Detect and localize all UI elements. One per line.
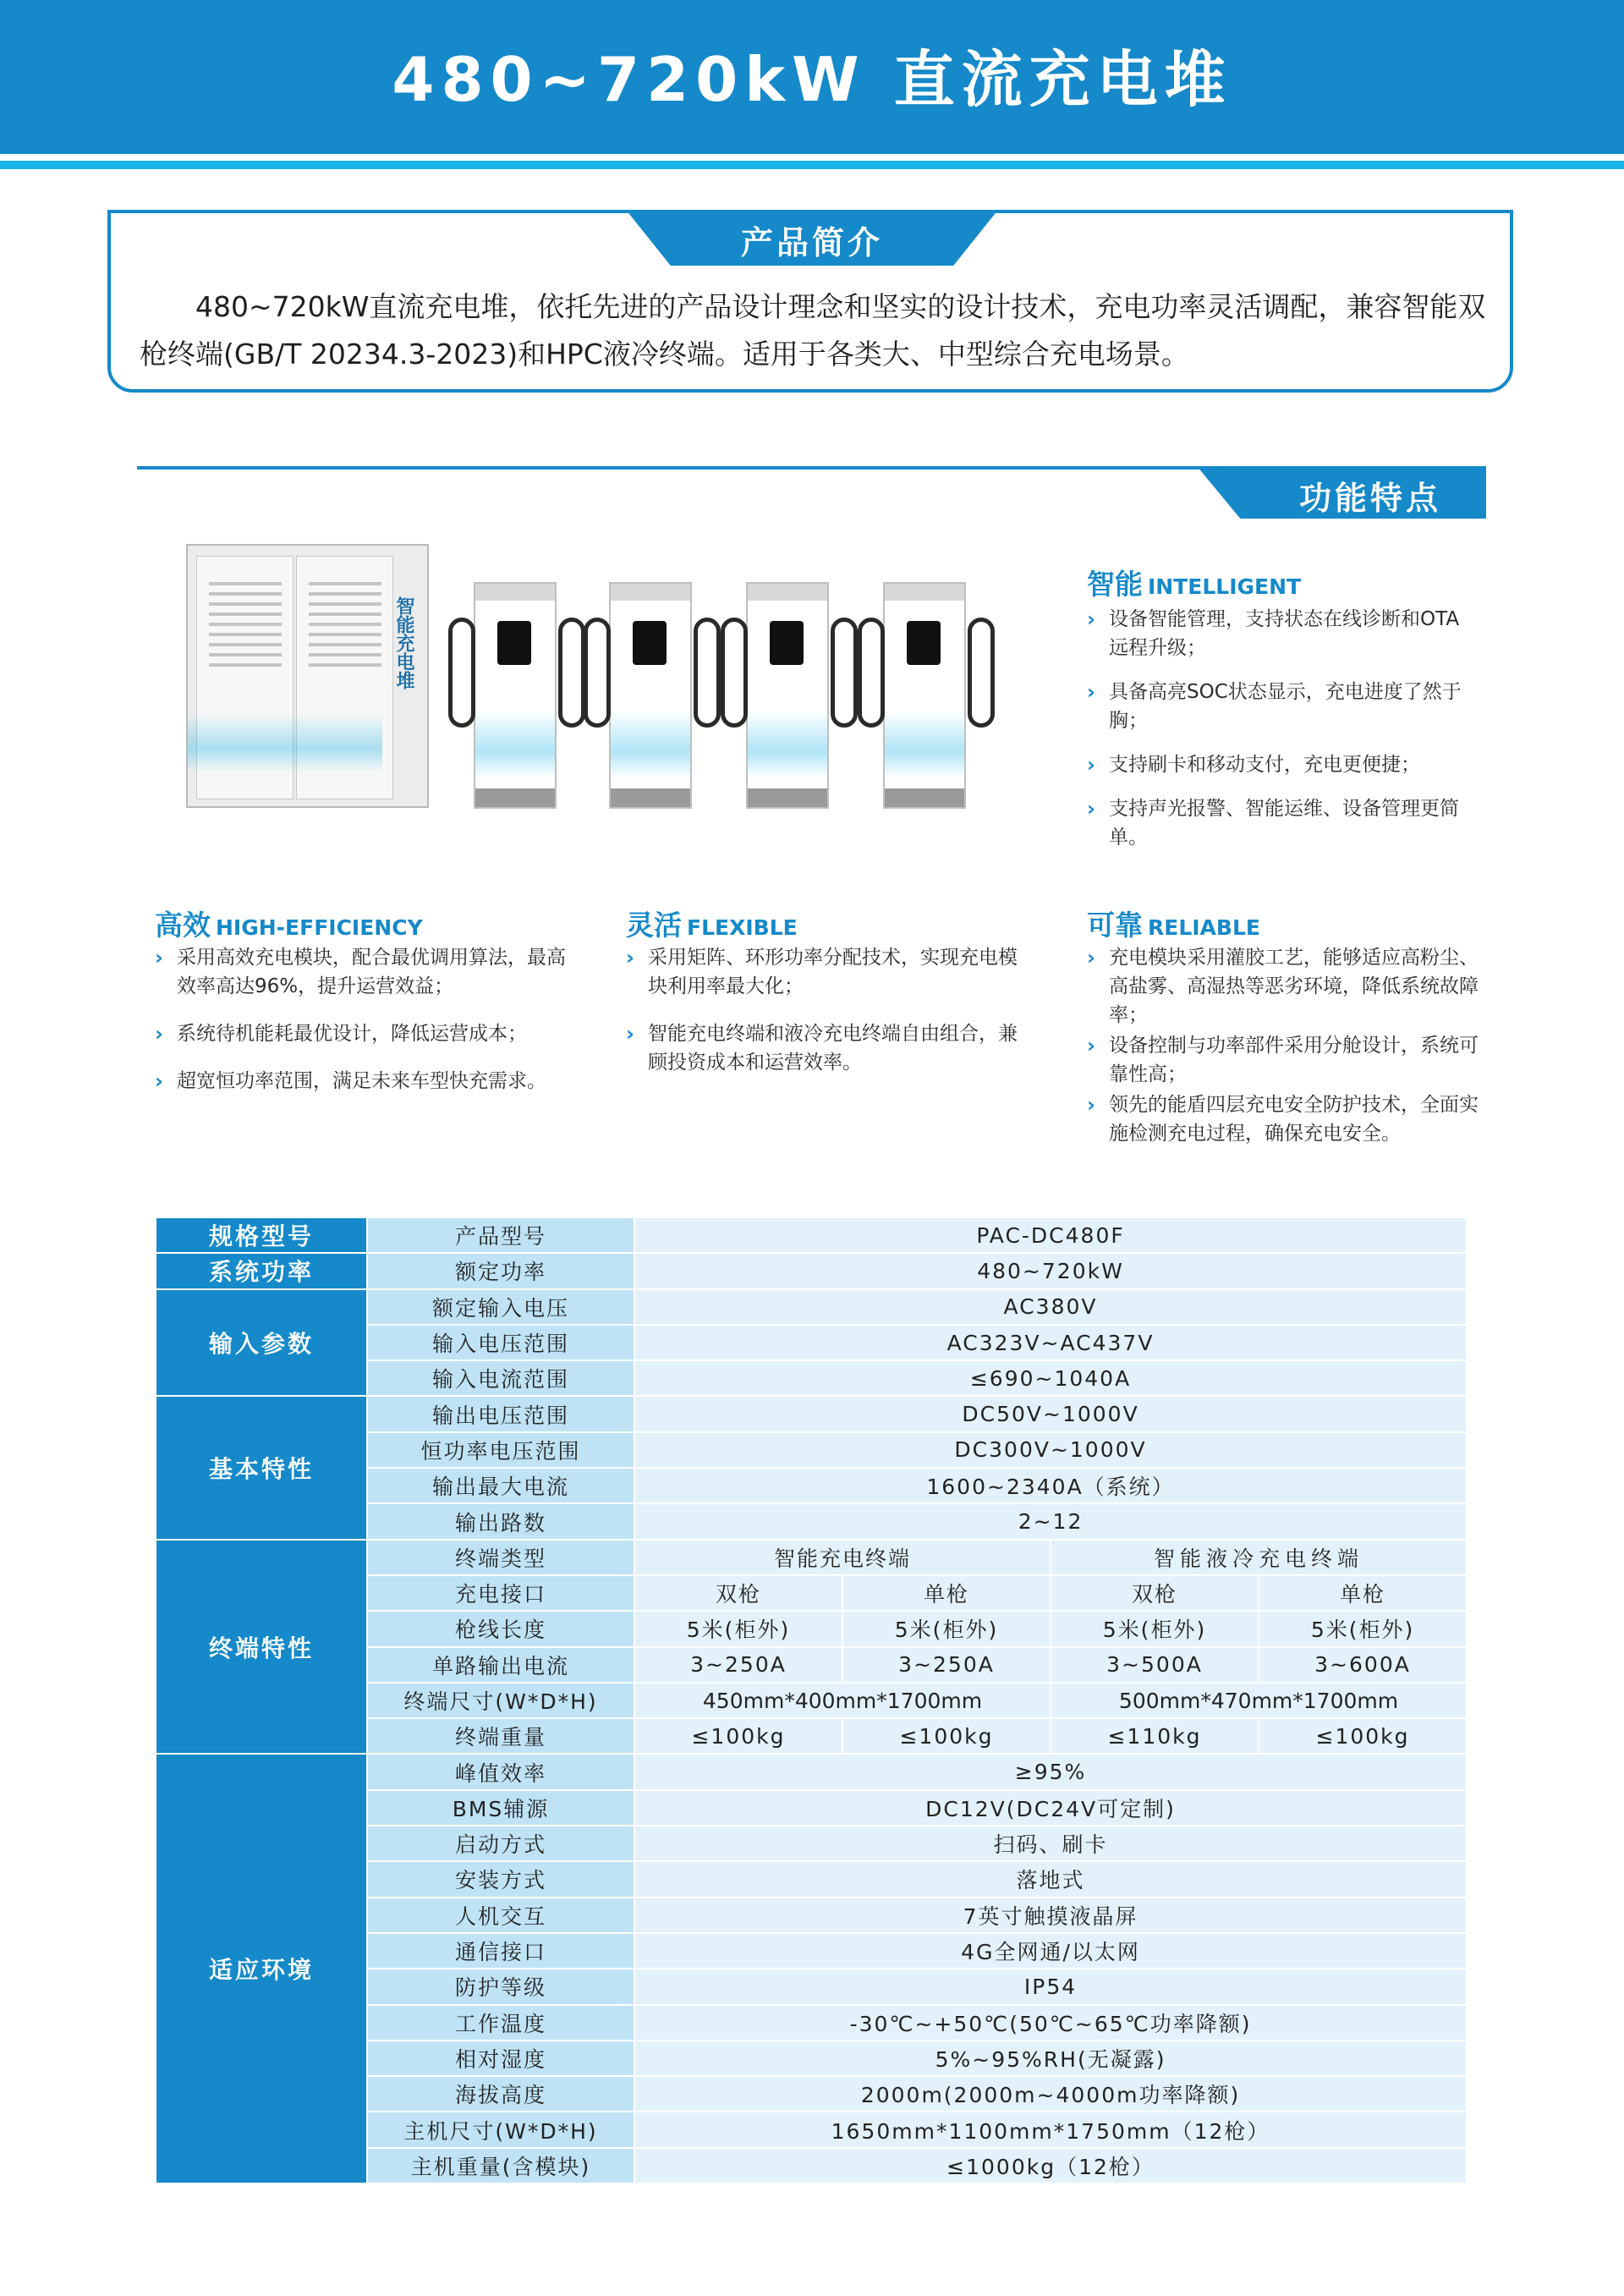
value-cell: 7英寸触摸液晶屏 [634, 1898, 1467, 1933]
value-cell: 500mm*470mm*1700mm [1051, 1683, 1467, 1718]
list-item: › 采用高效充电模块，配合最优调用算法，最高效率高达96%，提升运营效益； [155, 946, 566, 997]
list-item: › 采用矩阵、环形功率分配技术，实现充电模块利用率最大化； [626, 946, 1018, 997]
cabinet-side-label: 智能充电堆 [393, 596, 414, 689]
value-cell: ≤100kg [842, 1718, 1051, 1754]
list-item: › 设备智能管理，支持状态在线诊断和OTA远程升级； [1087, 607, 1460, 659]
value-cell: ≤1000kg（12枪） [634, 2148, 1467, 2183]
label-cell: 安装方式 [367, 1861, 634, 1897]
value-cell: 5米(柜外) [1259, 1611, 1467, 1646]
label-cell: 人机交互 [367, 1898, 634, 1933]
label-cell: 枪线长度 [367, 1611, 634, 1646]
value-cell: 5米(柜外) [1051, 1611, 1259, 1646]
list-item: › 领先的能盾四层充电安全防护技术，全面实施检测充电过程，确保充电安全。 [1087, 1093, 1479, 1145]
value-cell: DC12V(DC24V可定制) [634, 1790, 1467, 1826]
value-cell: PAC-DC480F [634, 1217, 1467, 1253]
category-cell: 适应环境 [156, 1754, 367, 2183]
label-cell: 工作温度 [367, 2005, 634, 2041]
cabinet-wave-graphic [188, 713, 382, 772]
spec-table [155, 1217, 1468, 2184]
feature-list-intelligent [1087, 605, 1476, 852]
label-cell: 单路输出电流 [367, 1647, 634, 1683]
value-cell: 3~500A [1051, 1647, 1259, 1683]
header-divider [0, 161, 1624, 169]
list-item: › 设备控制与功率部件采用分舱设计，系统可靠性高； [1087, 1034, 1479, 1085]
charging-cable [584, 618, 611, 728]
list-item: › 智能充电终端和液冷充电终端自由组合，兼顾投资成本和运营效率。 [626, 1022, 1018, 1074]
charging-cable [721, 618, 748, 728]
value-cell: 3~250A [634, 1647, 842, 1683]
label-cell: BMS辅源 [367, 1790, 634, 1826]
page-title: 480~720kW 直流充电堆 [392, 44, 1232, 115]
value-cell: 450mm*400mm*1700mm [634, 1683, 1051, 1718]
charging-cable [694, 618, 721, 728]
value-cell: 扫码、刷卡 [634, 1826, 1467, 1861]
label-cell: 防护等级 [367, 1969, 634, 2004]
label-cell: 终端尺寸(W*D*H) [367, 1683, 634, 1718]
charging-terminal-image [609, 582, 692, 809]
features-heading: 功能特点 [1298, 480, 1441, 517]
list-item: › 支持声光报警、智能运维、设备管理更简单。 [1087, 797, 1459, 849]
charging-cable [858, 618, 885, 728]
list-item: › 系统待机能耗最优设计，降低运营成本； [155, 1022, 527, 1046]
category-cell: 输入参数 [156, 1289, 367, 1397]
list-item: › 超宽恒功率范围，满足未来车型快充需求。 [155, 1069, 546, 1093]
value-cell: 480~720kW [634, 1253, 1467, 1288]
label-cell: 输出电压范围 [367, 1396, 634, 1431]
charging-cable [558, 618, 585, 728]
list-item: › 具备高亮SOC状态显示，充电进度了然于胸； [1087, 680, 1462, 732]
value-cell: IP54 [634, 1969, 1467, 2004]
value-cell: 2000m(2000m~4000m功率降额) [634, 2076, 1467, 2112]
intro-heading: 产品简介 [740, 224, 883, 261]
charging-cable [968, 618, 995, 728]
value-cell: 1600~2340A（系统） [634, 1468, 1467, 1503]
category-cell: 基本特性 [156, 1396, 367, 1539]
category-cell: 终端特性 [156, 1540, 367, 1755]
value-cell: AC380V [634, 1289, 1467, 1325]
value-cell: ≤100kg [1259, 1718, 1467, 1754]
label-cell: 终端重量 [367, 1718, 634, 1754]
value-cell: 3~600A [1259, 1647, 1467, 1683]
value-cell: 4G全网通/以太网 [634, 1933, 1467, 1969]
value-cell: 单枪 [1259, 1575, 1467, 1611]
feature-title-flexible: 灵活 FLEXIBLE [626, 909, 798, 942]
value-cell: 1650mm*1100mm*1750mm（12枪） [634, 2112, 1467, 2147]
table-row [156, 1217, 1467, 1253]
intro-text: 480~720kW直流充电堆，依托先进的产品设计理念和坚实的设计技术，充电功率灵活调配，兼容智能双枪终端(GB/T 20234.3-2023)和HPC液冷终端。适用于各类大、中型综合充电场景。 [140, 290, 1486, 371]
feature-title-reliable: 可靠 RELIABLE [1087, 909, 1260, 942]
value-cell: 5米(柜外) [842, 1611, 1051, 1646]
label-cell: 峰值效率 [367, 1754, 634, 1789]
value-cell: ≤690~1040A [634, 1360, 1467, 1396]
value-cell: ≤110kg [1051, 1718, 1259, 1754]
label-cell: 充电接口 [367, 1575, 634, 1611]
feature-list-efficiency [155, 943, 578, 1096]
label-cell: 通信接口 [367, 1933, 634, 1969]
table-row [156, 1253, 1467, 1288]
label-cell: 输出路数 [367, 1503, 634, 1539]
list-item: › 支持刷卡和移动支付，充电更便捷； [1087, 753, 1420, 777]
value-cell: DC50V~1000V [634, 1396, 1467, 1431]
label-cell: 启动方式 [367, 1826, 634, 1861]
label-cell: 额定功率 [367, 1253, 634, 1288]
label-cell: 相对湿度 [367, 2041, 634, 2076]
value-cell: 双枪 [1051, 1575, 1259, 1611]
value-cell: 3~250A [842, 1647, 1051, 1683]
value-cell: DC300V~1000V [634, 1432, 1467, 1468]
charging-cable [831, 618, 858, 728]
charging-terminal-image [746, 582, 829, 809]
label-cell: 海拔高度 [367, 2076, 634, 2112]
label-cell: 额定输入电压 [367, 1289, 634, 1325]
label-cell: 终端类型 [367, 1540, 634, 1575]
value-cell: 落地式 [634, 1861, 1467, 1897]
charging-cable [448, 618, 475, 728]
value-cell: 5%~95%RH(无凝露) [634, 2041, 1467, 2076]
table-row [156, 1396, 1467, 1431]
list-item: › 充电模块采用灌胶工艺，能够适应高粉尘、高盐雾、高湿热等恶劣环境，降低系统故障率； [1087, 946, 1479, 1026]
table-row [156, 1540, 1467, 1575]
value-cell: 5米(柜外) [634, 1611, 842, 1646]
category-cell: 规格型号 [156, 1217, 367, 1253]
table-row [156, 1754, 1467, 1789]
table-row [156, 1289, 1467, 1325]
charging-terminal-image [883, 582, 966, 809]
label-cell: 输出最大电流 [367, 1468, 634, 1503]
value-cell: -30℃~+50℃(50℃~65℃功率降额) [634, 2005, 1467, 2041]
label-cell: 输入电压范围 [367, 1325, 634, 1360]
feature-list-reliable [1087, 943, 1484, 1148]
category-cell: 系统功率 [156, 1253, 367, 1288]
label-cell: 主机尺寸(W*D*H) [367, 2112, 634, 2147]
value-cell: 智能充电终端 [634, 1540, 1051, 1575]
feature-title-intelligent: 智能 INTELLIGENT [1087, 568, 1302, 601]
label-cell: 输入电流范围 [367, 1360, 634, 1396]
value-cell: 智能液冷充电终端 [1051, 1540, 1467, 1575]
value-cell: ≤100kg [634, 1718, 842, 1754]
value-cell: 2~12 [634, 1503, 1467, 1539]
value-cell: ≥95% [634, 1754, 1467, 1789]
value-cell: 单枪 [842, 1575, 1051, 1611]
feature-title-efficiency: 高效 HIGH-EFFICIENCY [155, 909, 423, 942]
charging-terminal-image [474, 582, 557, 809]
value-cell: AC323V~AC437V [634, 1325, 1467, 1360]
label-cell: 恒功率电压范围 [367, 1432, 634, 1468]
value-cell: 双枪 [634, 1575, 842, 1611]
feature-list-flexible [626, 943, 1036, 1077]
label-cell: 产品型号 [367, 1217, 634, 1253]
label-cell: 主机重量(含模块) [367, 2148, 634, 2183]
